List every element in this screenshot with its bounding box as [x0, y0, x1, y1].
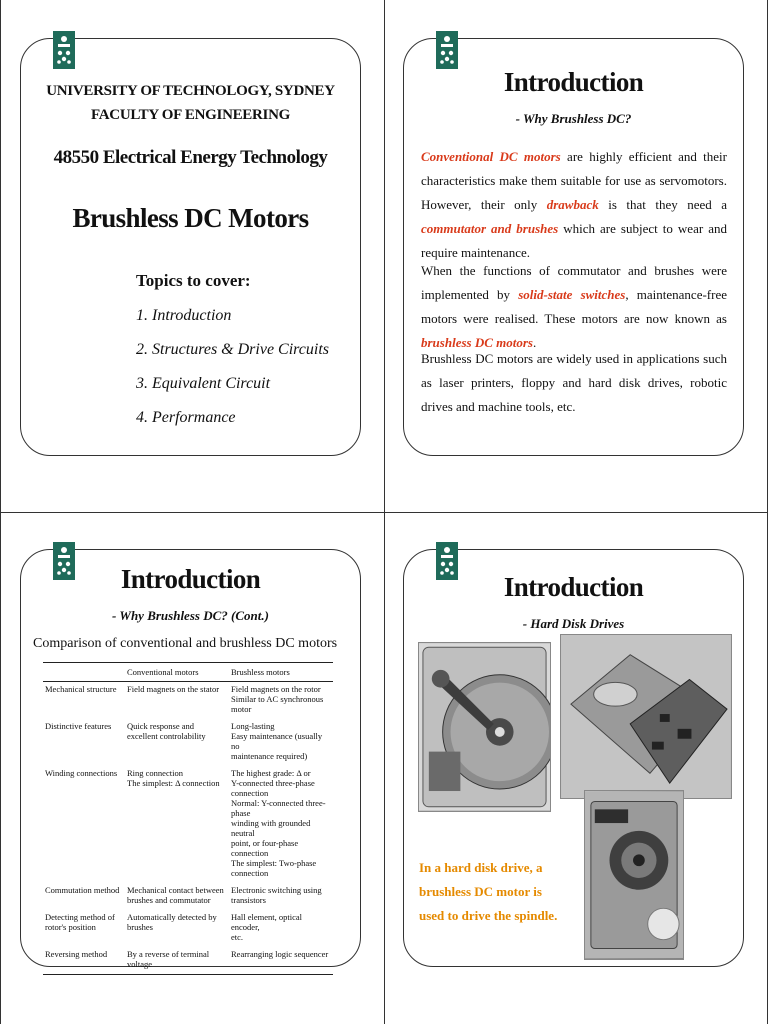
- table-cell: Commutation method: [45, 885, 120, 895]
- topic-item: 3. Equivalent Circuit: [136, 375, 271, 392]
- highlight-text: solid-state switches: [518, 287, 626, 302]
- body-text: When the functions of commutator and brushes were implemented by: [421, 263, 727, 302]
- table-cell: The highest grade: Δ or Y-connected three-phase connection Normal: Y-connected three-phase winding with grounded neutral point, or four-phase connection The simplest: Two-phase connection: [231, 768, 326, 878]
- table-cell: Ring connection The simplest: Δ connection: [127, 768, 220, 788]
- table-cell: Mechanical contact between brushes and commutator: [127, 885, 224, 905]
- table-cell: Distinctive features: [45, 721, 112, 731]
- page-edge-left: [0, 0, 1, 1024]
- slide-title: [20, 38, 361, 456]
- hard-disk-board-photo: [560, 634, 732, 799]
- slide-subheading: - Why Brushless DC? (Cont.): [112, 608, 269, 623]
- table-cell: Hall element, optical encoder, etc.: [231, 912, 303, 942]
- highlight-text: commutator and brushes: [421, 221, 559, 236]
- table-row: [43, 947, 333, 975]
- slide-subheading: - Hard Disk Drives: [522, 616, 625, 631]
- table-cell: Mechanical structure: [45, 684, 117, 694]
- spindle-motor-photo: [584, 790, 684, 960]
- highlight-text: brushless DC motors: [421, 335, 533, 350]
- paragraph-2: [421, 259, 727, 355]
- paragraph-1: [421, 145, 727, 265]
- table-row: [43, 910, 333, 947]
- table-row: [43, 682, 333, 720]
- comparison-table: [43, 662, 333, 975]
- table-cell: Field magnets on the rotor Similar to AC synchronous motor: [231, 684, 324, 714]
- table-row: [43, 719, 333, 766]
- body-text: which are subject to wear and require maintenance.: [421, 221, 727, 260]
- table-cell: Detecting method of rotor's position: [45, 912, 115, 932]
- uts-logo-icon: [53, 31, 75, 69]
- hard-disk-open-photo: [418, 642, 551, 812]
- uts-logo-icon: [436, 31, 458, 69]
- body-text: is that they need a: [598, 197, 727, 212]
- slide-intro-comparison: [20, 549, 361, 967]
- table-cell: Field magnets on the stator: [127, 684, 220, 694]
- table-header-row: [43, 663, 333, 682]
- body-text: , maintenance-free motors were realised. These motors are now known as: [421, 287, 727, 326]
- highlight-text: drawback: [546, 197, 599, 212]
- lecture-title: Brushless DC Motors: [72, 203, 309, 233]
- topics-heading: Topics to cover:: [136, 271, 251, 290]
- table-title: Comparison of conventional and brushless DC motors: [33, 636, 338, 651]
- slide-intro-hdd: [403, 549, 744, 967]
- table-row: [43, 766, 333, 883]
- highlight-text: Conventional DC motors: [421, 149, 561, 164]
- slide-subheading: - Why Brushless DC?: [515, 111, 632, 126]
- table-cell: Winding connections: [45, 768, 118, 778]
- university-name: UNIVERSITY OF TECHNOLOGY, SYDNEY: [46, 83, 335, 99]
- slide-heading: Introduction: [120, 564, 261, 594]
- column-header: Brushless motors: [229, 663, 333, 682]
- faculty-name: FACULTY OF ENGINEERING: [91, 107, 290, 123]
- topic-item: 1. Introduction: [136, 307, 232, 324]
- slide-heading: Introduction: [503, 67, 644, 97]
- body-text: .: [532, 335, 537, 350]
- table-cell: Rearranging logic sequencer: [229, 947, 333, 975]
- slide-heading: Introduction: [503, 572, 644, 602]
- table-cell: Electronic switching using transistors: [231, 885, 322, 905]
- table-row: [43, 883, 333, 910]
- hdd-caption: In a hard disk drive, a brushless DC motor is used to drive the spindle.: [419, 860, 558, 923]
- topic-item: 4. Performance: [136, 409, 236, 426]
- slide-intro-why: [403, 38, 744, 456]
- course-title: 48550 Electrical Energy Technology: [53, 147, 328, 168]
- table-cell: Long-lasting Easy maintenance (usually no maintenance required): [231, 721, 323, 761]
- column-header: Conventional motors: [125, 663, 229, 682]
- table-cell: Reversing method: [43, 947, 125, 975]
- topic-item: 2. Structures & Drive Circuits: [136, 341, 330, 358]
- table-cell: Automatically detected by brushes: [127, 912, 217, 932]
- page-divider-vertical: [384, 0, 385, 1024]
- table-cell: Quick response and excellent controlability: [127, 721, 206, 741]
- body-text: are highly efficient and their characteristics make them suitable for use as servomotors. However, their only: [421, 149, 727, 212]
- column-header: [43, 663, 125, 682]
- table-cell: By a reverse of terminal voltage: [125, 947, 229, 975]
- paragraph-3: Brushless DC motors are widely used in applications such as laser printers, floppy and hard disk drives, robotic drives and machine tools, etc.: [421, 351, 727, 414]
